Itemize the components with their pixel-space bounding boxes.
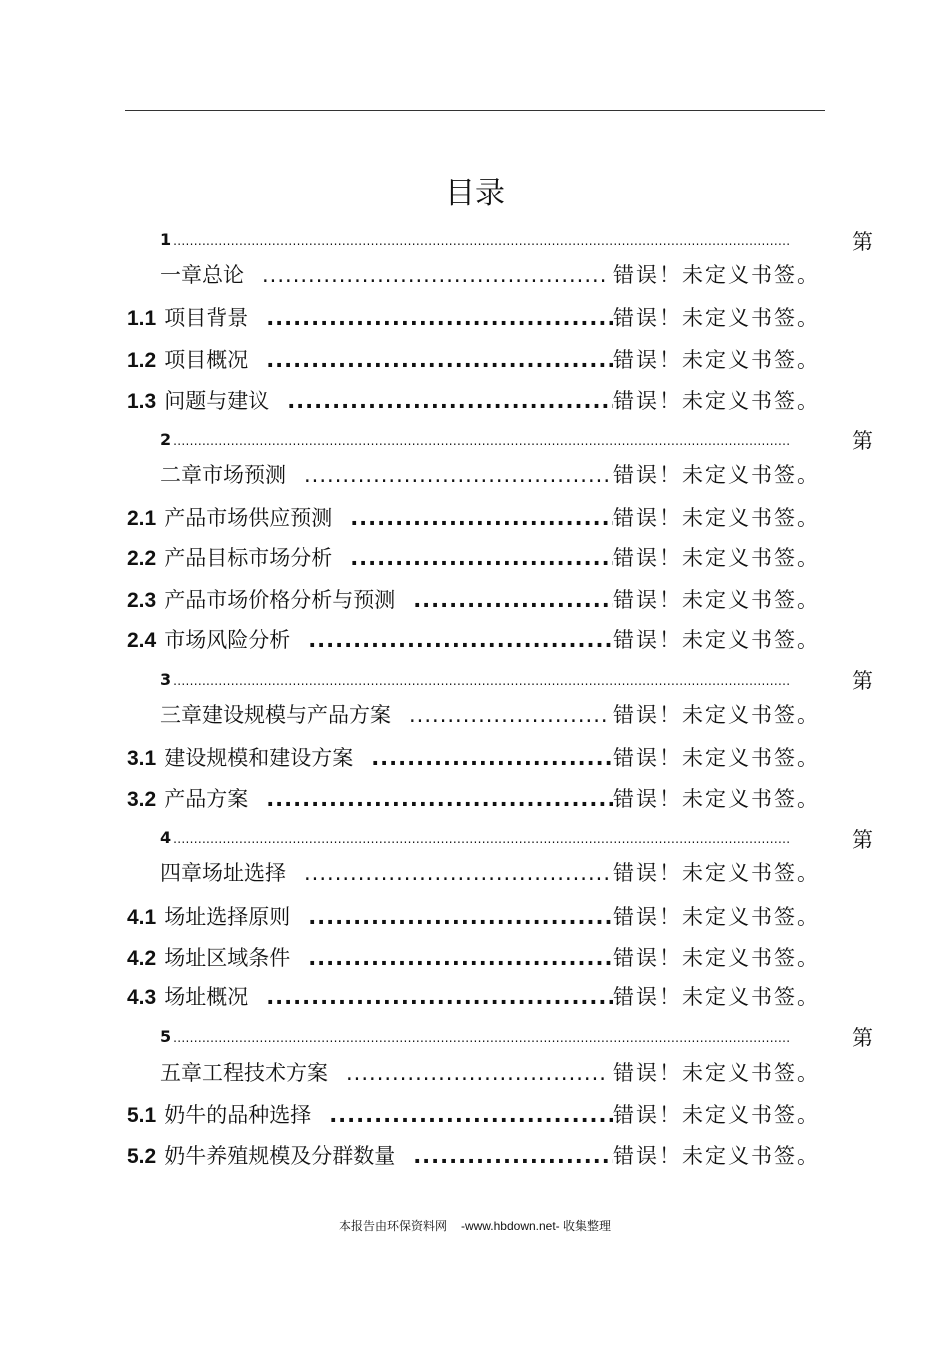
error-text: 错误！未定义书签。 — [613, 703, 820, 727]
toc-entry-1-1[interactable] — [127, 302, 820, 332]
chapter-2-number-row[interactable] — [160, 430, 790, 449]
chapter-title: 二章市场预测 — [160, 463, 286, 487]
error-text: 错误！未定义书签。 — [613, 546, 820, 570]
leader-dots — [308, 946, 613, 970]
section-title: 项目背景 — [164, 306, 249, 330]
section-number: 1.1 — [127, 307, 157, 330]
toc-entry-4-3[interactable] — [127, 981, 820, 1011]
chapter-number: 4 — [160, 828, 172, 847]
error-text: 错误！未定义书签。 — [613, 1103, 820, 1127]
error-text: 错误！未定义书签。 — [613, 389, 820, 413]
chapter-number: 1 — [160, 230, 172, 249]
toc-entry-3-2[interactable] — [127, 783, 820, 813]
section-title: 产品市场供应预测 — [164, 506, 333, 530]
section-number: 4.1 — [127, 906, 157, 929]
chapter-title: 四章场址选择 — [160, 861, 286, 885]
chapter-number: 2 — [160, 430, 172, 449]
section-title: 场址区域条件 — [164, 946, 291, 970]
leader-dots — [173, 832, 790, 846]
section-number: 3.1 — [127, 747, 157, 770]
toc-entry-5-2[interactable] — [127, 1140, 820, 1170]
error-text: 错误！未定义书签。 — [613, 905, 820, 929]
section-title: 场址选择原则 — [164, 905, 291, 929]
leader-dots — [329, 1103, 613, 1127]
section-title: 建设规模和建设方案 — [164, 746, 354, 770]
chapter-1-di: 第 — [852, 230, 873, 254]
section-title: 奶牛养殖规模及分群数量 — [164, 1144, 396, 1168]
toc-entry-1-3[interactable] — [127, 385, 820, 415]
section-number: 1.2 — [127, 349, 157, 372]
error-text: 错误！未定义书签。 — [613, 588, 820, 612]
leader-dots — [266, 306, 613, 330]
section-number: 4.3 — [127, 986, 157, 1009]
toc-entry-4-1[interactable] — [127, 901, 820, 931]
chapter-4-number-row[interactable] — [160, 828, 790, 847]
toc-entry-2-3[interactable] — [127, 584, 820, 614]
chapter-3-di: 第 — [852, 669, 873, 693]
leader-dots — [266, 348, 613, 372]
leader-dots — [413, 588, 613, 612]
chapter-3-number-row[interactable] — [160, 670, 790, 689]
leader-dots — [266, 985, 613, 1009]
toc-entry-2-4[interactable] — [127, 624, 820, 654]
toc-title: 目录 — [445, 176, 505, 211]
toc-entry-1-2[interactable] — [127, 344, 820, 374]
chapter-4-title-row[interactable] — [160, 857, 820, 887]
leader-dots — [266, 787, 613, 811]
section-title: 市场风险分析 — [164, 628, 291, 652]
error-text: 错误！未定义书签。 — [613, 985, 820, 1009]
chapter-5-number-row[interactable] — [160, 1027, 790, 1046]
leader-dots — [308, 628, 613, 652]
chapter-1-title-row[interactable] — [160, 259, 820, 289]
section-title: 问题与建议 — [164, 389, 270, 413]
error-text: 错误！未定义书签。 — [613, 946, 820, 970]
section-number: 5.2 — [127, 1145, 157, 1168]
section-number: 3.2 — [127, 788, 157, 811]
chapter-3-title-row[interactable] — [160, 699, 820, 729]
error-text: 错误！未定义书签。 — [613, 861, 820, 885]
section-title: 奶牛的品种选择 — [164, 1103, 312, 1127]
error-text: 错误！未定义书签。 — [613, 1061, 820, 1085]
section-number: 2.3 — [127, 589, 157, 612]
chapter-2-title-row[interactable] — [160, 459, 820, 489]
chapter-2-di: 第 — [852, 429, 873, 453]
leader-dots — [308, 905, 613, 929]
chapter-5-di: 第 — [852, 1026, 873, 1050]
chapter-title: 三章建设规模与产品方案 — [160, 703, 391, 727]
toc-entry-2-1[interactable] — [127, 502, 820, 532]
section-title: 产品目标市场分析 — [164, 546, 333, 570]
leader-dots — [371, 746, 613, 770]
section-number: 2.4 — [127, 629, 157, 652]
chapter-number: 5 — [160, 1027, 172, 1046]
toc-entry-2-2[interactable] — [127, 542, 820, 572]
error-text: 错误！未定义书签。 — [613, 787, 820, 811]
leader-dots — [173, 434, 790, 448]
error-text: 错误！未定义书签。 — [613, 263, 820, 287]
leader-dots — [173, 234, 790, 248]
leader-dots — [173, 1031, 790, 1045]
chapter-title: 一章总论 — [160, 263, 244, 287]
toc-entry-5-1[interactable] — [127, 1099, 820, 1129]
section-number: 1.3 — [127, 390, 157, 413]
section-title: 项目概况 — [164, 348, 249, 372]
error-text: 错误！未定义书签。 — [613, 306, 820, 330]
page-footer — [0, 1217, 950, 1234]
error-text: 错误！未定义书签。 — [613, 506, 820, 530]
leader-dots — [262, 263, 609, 287]
footer-link[interactable]: -www.hbdown.net- 收集整理 — [460, 1219, 612, 1233]
section-title: 场址概况 — [164, 985, 249, 1009]
section-number: 2.2 — [127, 547, 157, 570]
chapter-number: 3 — [160, 670, 172, 689]
error-text: 错误！未定义书签。 — [613, 746, 820, 770]
leader-dots — [409, 703, 609, 727]
toc-entry-4-2[interactable] — [127, 942, 820, 972]
section-title: 产品方案 — [164, 787, 249, 811]
error-text: 错误！未定义书签。 — [613, 1144, 820, 1168]
error-text: 错误！未定义书签。 — [613, 628, 820, 652]
leader-dots — [413, 1144, 613, 1168]
leader-dots — [173, 674, 790, 688]
chapter-1-number-row[interactable] — [160, 230, 790, 249]
leader-dots — [346, 1061, 609, 1085]
section-number: 4.2 — [127, 947, 157, 970]
leader-dots — [350, 506, 613, 530]
leader-dots — [350, 546, 613, 570]
leader-dots — [304, 861, 609, 885]
toc-entry-3-1[interactable] — [127, 742, 820, 772]
header-rule — [125, 110, 825, 111]
error-text: 错误！未定义书签。 — [613, 463, 820, 487]
section-number: 5.1 — [127, 1104, 157, 1127]
section-number: 2.1 — [127, 507, 157, 530]
chapter-4-di: 第 — [852, 828, 873, 852]
chapter-title: 五章工程技术方案 — [160, 1061, 328, 1085]
footer-text: 本报告由环保资料网 — [338, 1219, 447, 1233]
chapter-5-title-row[interactable] — [160, 1057, 820, 1087]
section-title: 产品市场价格分析与预测 — [164, 588, 396, 612]
leader-dots — [304, 463, 609, 487]
leader-dots — [287, 389, 613, 413]
error-text: 错误！未定义书签。 — [613, 348, 820, 372]
